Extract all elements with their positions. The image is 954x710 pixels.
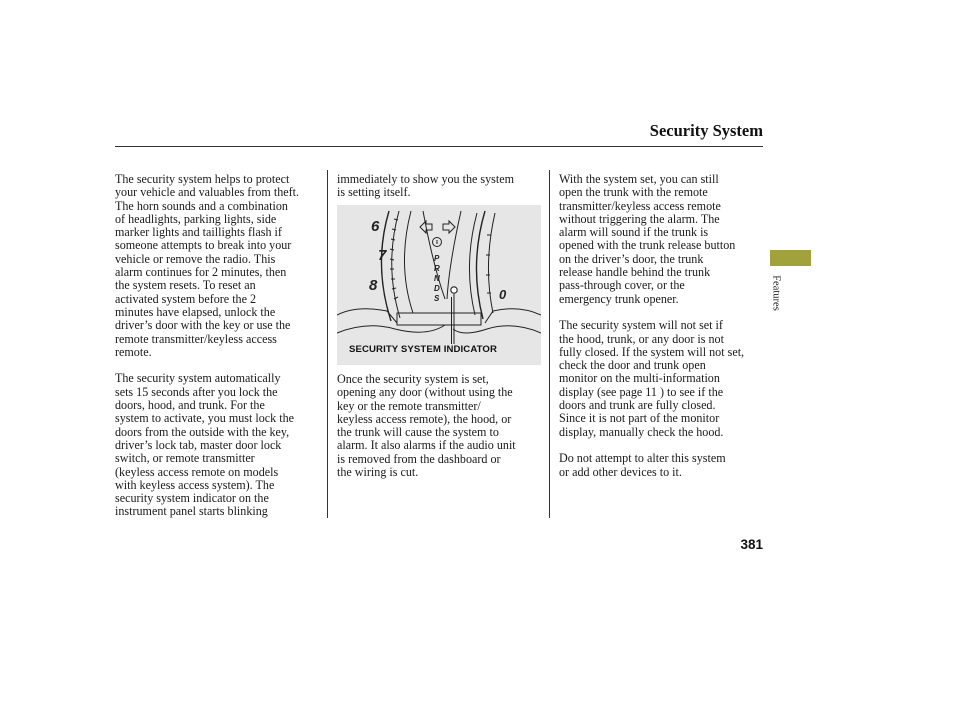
- gear-letter: D: [434, 284, 440, 293]
- gear-letter: R: [434, 264, 440, 273]
- section-label: Features: [770, 275, 782, 311]
- column-3: [559, 173, 767, 492]
- paragraph: immediately to show you the system is setting itself.: [337, 172, 515, 200]
- header-rule: [115, 146, 763, 147]
- gear-letter: P: [434, 254, 440, 263]
- page-title: Security System: [649, 121, 763, 140]
- paragraph: Do not attempt to alter this system or add other devices to it.: [559, 451, 726, 479]
- gear-letter: N: [434, 274, 440, 283]
- paragraph: The security system automatically sets 15 seconds after you lock the doors, hood, and trunk. For the system to activate, you must lock the doors from the outside with the key, driver’s lock tab, master door lock switch, or remote transmitter (keyless access remote on models with keyless access system). The security system indicator on the instrument panel starts blinking: [115, 371, 295, 519]
- column-2-continued: [337, 373, 543, 493]
- gauge-number: 7: [378, 247, 387, 264]
- instrument-panel-illustration: [337, 205, 541, 365]
- figure-caption: SECURITY SYSTEM INDICATOR: [349, 344, 498, 355]
- paragraph: Once the security system is set, opening any door (without using the key or the remote transmitter/ keyless access remote), the hood, or the trunk will cause the system to alarm. It also alarms if the audio unit is removed from the dashboard or the wiring is cut.: [337, 372, 516, 480]
- section-tab: [770, 250, 811, 266]
- gauge-number: 8: [369, 277, 378, 294]
- page-number: 381: [740, 537, 763, 552]
- paragraph: The security system helps to protect your vehicle and valuables from theft. The horn sounds and a combination of headlights, parking lights, side marker lights and taillights flash if someone attempts to break into your vehicle or remove the radio. This alarm continues for 2 minutes, then the system resets. To reset an activated system before the 2 minutes have elapsed, unlock the driver’s door with the key or use the remote transmitter/keyless access remote.: [115, 172, 300, 359]
- paragraph: The security system will not set if the hood, trunk, or any door is not fully closed. If the system will not set, check the door and trunk open monitor on the multi-information display (see page 11 ) to see if the doors and trunk are fully closed. Since it is not part of the monitor display, manually check the hood.: [559, 318, 745, 439]
- gauge-number: 0: [499, 287, 507, 302]
- gear-letter: S: [434, 294, 440, 303]
- gauge-number: 6: [371, 218, 380, 235]
- security-indicator-figure: [337, 205, 541, 365]
- paragraph: With the system set, you can still open the trunk with the remote transmitter/keyless access remote without triggering the alarm. The alarm will sound if the trunk is opened with the trunk release button on the driver’s door, the trunk release handle behind the trunk pass-through cover, or the emergency trunk opener.: [559, 172, 736, 306]
- column-divider-2: [549, 170, 550, 518]
- column-divider-1: [327, 170, 328, 518]
- column-1: [115, 173, 327, 532]
